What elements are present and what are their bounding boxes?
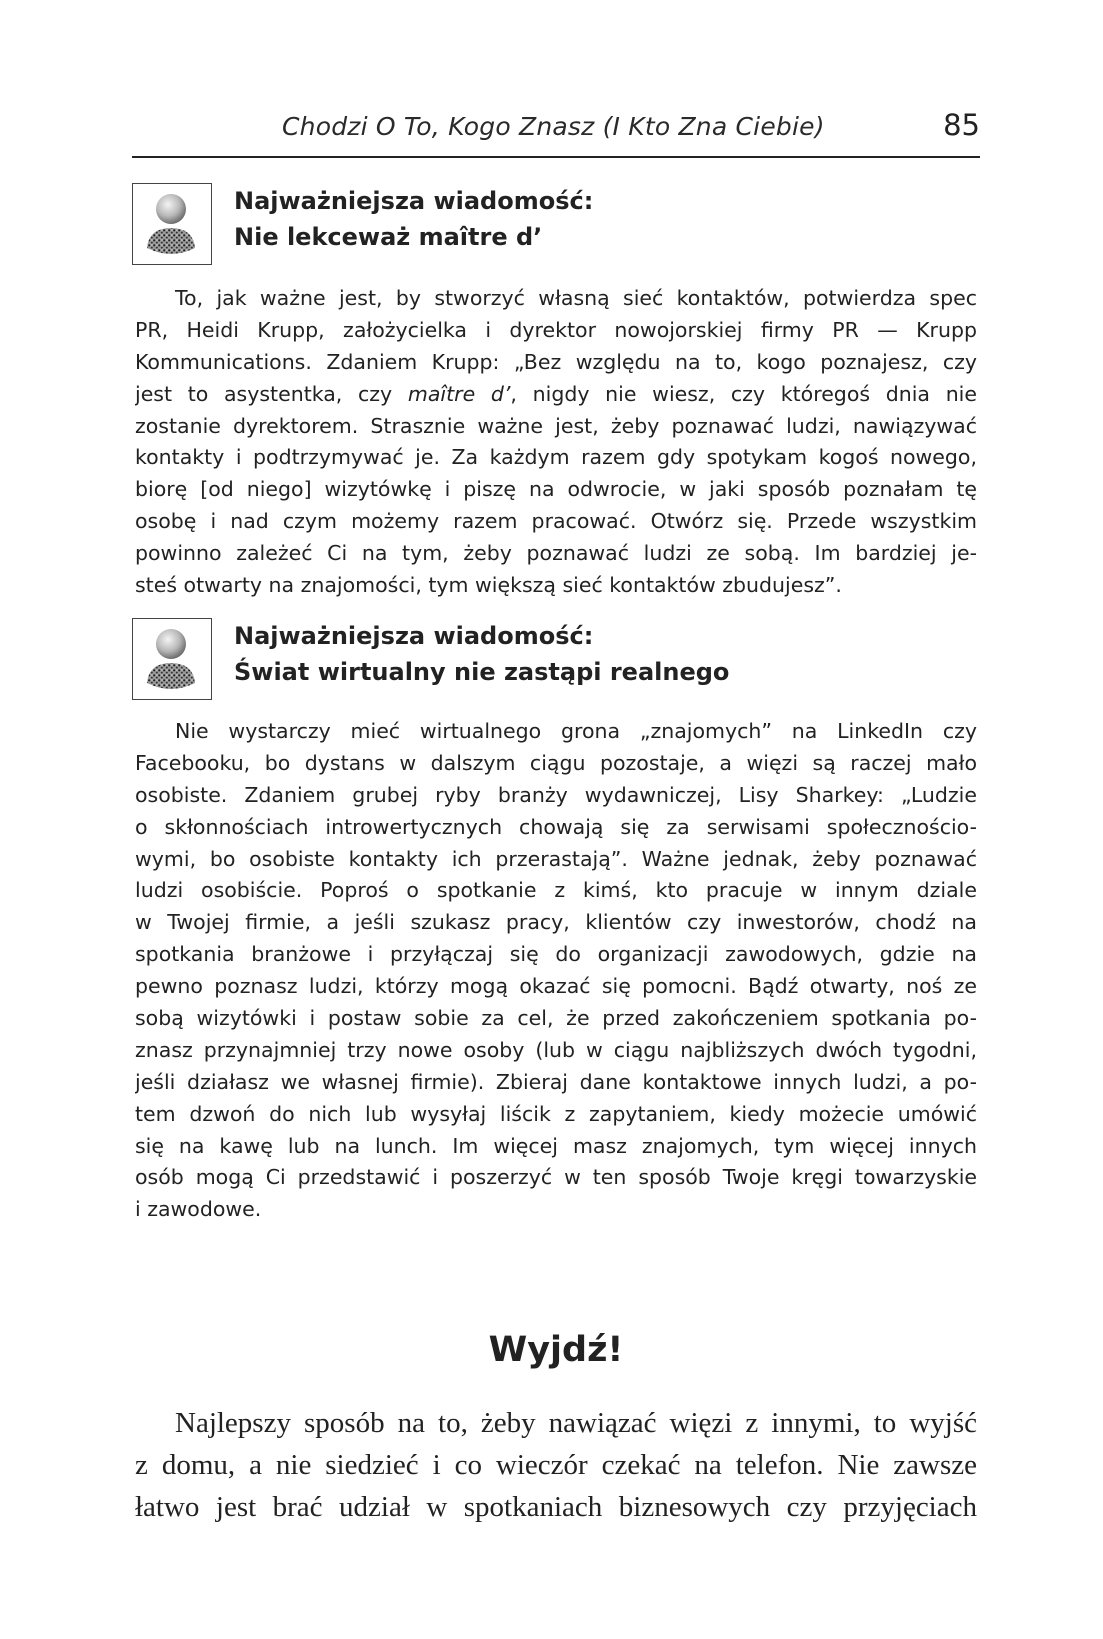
paragraph-line: sobą wizytówki i postaw sobie za cel, że przed zakończeniem spotkania po- xyxy=(135,1006,977,1031)
paragraph-line: wymi, bo osobiste kontakty ich przerastają”. Ważne jednak, żeby poznawać xyxy=(135,846,977,871)
paragraph-line: Nie wystarczy mieć wirtualnego grona „znajomych” na LinkedIn czy xyxy=(175,719,977,743)
callout-title: Świat wirtualny nie zastąpi realnego xyxy=(234,658,730,686)
paragraph-line: w Twojej firmie, a jeśli szukasz pracy, klientów czy inwestorów, chodź na xyxy=(135,910,977,935)
paragraph-line: się na kawę lub na lunch. Im więcej masz znajomych, tym więcej innych xyxy=(135,1133,977,1158)
paragraph-line: powinno zależeć Ci na tym, żeby poznawać ludzi ze sobą. Im bardziej je- xyxy=(135,541,977,566)
body-paragraph xyxy=(135,716,977,1226)
paragraph-line: Kommunications. Zdaniem Krupp: „Bez względu na to, kogo poznajesz, czy xyxy=(135,349,977,374)
person-bust-icon xyxy=(132,183,212,265)
paragraph-line: ludzi osobiście. Poproś o spotkanie z kimś, kto pracuje w innym dziale xyxy=(135,878,977,903)
paragraph-line: zostanie dyrektorem. Strasznie ważne jest, żeby poznawać ludzi, nawiązywać xyxy=(135,413,977,438)
paragraph-line: o skłonnościach introwertycznych chowają się za serwisami społecznościo- xyxy=(135,814,977,839)
paragraph-line: kontakty i podtrzymywać je. Za każdym razem gdy spotykam kogoś nowego, xyxy=(135,445,977,470)
paragraph-line: Najlepszy sposób na to, żeby nawiązać więzi z innymi, to wyjść xyxy=(175,1407,977,1439)
paragraph-line: PR, Heidi Krupp, założycielka i dyrektor nowojorskiej firmy PR — Krupp xyxy=(135,317,977,342)
paragraph-line: Facebooku, bo dystans w dalszym ciągu pozostaje, a więzi są raczej mało xyxy=(135,750,977,775)
callout-label: Najważniejsza wiadomość: xyxy=(234,187,594,215)
italic-term: maître d’ xyxy=(407,381,511,406)
section-paragraph xyxy=(135,1402,977,1528)
paragraph-line: osobiste. Zdaniem grubej ryby branży wydawniczej, Lisy Sharkey: „Ludzie xyxy=(135,782,977,807)
person-bust-icon xyxy=(132,618,212,700)
callout-title: Nie lekceważ maître d’ xyxy=(234,223,543,251)
paragraph-line: tem dzwoń do nich lub wysyłaj liścik z zapytaniem, kiedy możecie umówić xyxy=(135,1101,977,1126)
paragraph-line: pewno poznasz ludzi, którzy mogą okazać się pomocni. Bądź otwarty, noś ze xyxy=(135,974,977,999)
running-title: Chodzi O To, Kogo Znasz (I Kto Zna Ciebie) xyxy=(282,112,825,141)
paragraph-line: jeśli działasz we własnej firmie). Zbieraj dane kontaktowe innych ludzi, a po- xyxy=(135,1069,977,1094)
paragraph-line: z domu, a nie siedzieć i co wieczór czekać na telefon. Nie zawsze xyxy=(135,1449,977,1481)
paragraph-line: spotkania branżowe i przyłączaj się do organizacji zawodowych, gdzie na xyxy=(135,942,977,967)
callout-box xyxy=(132,183,980,269)
page-number: 85 xyxy=(943,108,980,142)
paragraph-line: i zawodowe. xyxy=(135,1197,262,1222)
section-heading: Wyjdź! xyxy=(488,1330,624,1370)
callout-text xyxy=(234,183,593,255)
paragraph-line: jest to asystentka, czy maître d’, nigdy nie wiesz, czy któregoś dnia nie xyxy=(135,381,977,406)
callout-label: Najważniejsza wiadomość: xyxy=(234,622,594,650)
callout-text xyxy=(234,618,729,690)
paragraph-line: steś otwarty na znajomości, tym większą sieć kontaktów zbudujesz”. xyxy=(135,573,842,598)
body-paragraph xyxy=(135,283,977,602)
callout-box xyxy=(132,618,980,704)
paragraph-line: osób mogą Ci przedstawić i poszerzyć w ten sposób Twoje kręgi towarzyskie xyxy=(135,1165,977,1190)
running-header xyxy=(132,100,980,158)
paragraph-line: łatwo jest brać udział w spotkaniach biznesowych czy przyjęciach xyxy=(135,1491,977,1523)
paragraph-line: znasz przynajmniej trzy nowe osoby (lub w ciągu najbliższych dwóch tygodni, xyxy=(135,1037,977,1062)
paragraph-line: To, jak ważne jest, by stworzyć własną sieć kontaktów, potwierdza spec xyxy=(175,286,977,310)
paragraph-line: biorę [od niego] wizytówkę i piszę na odwrocie, w jaki sposób poznałam tę xyxy=(135,477,977,502)
paragraph-line: osobę i nad czym możemy razem pracować. Otwórz się. Przede wszystkim xyxy=(135,509,977,534)
